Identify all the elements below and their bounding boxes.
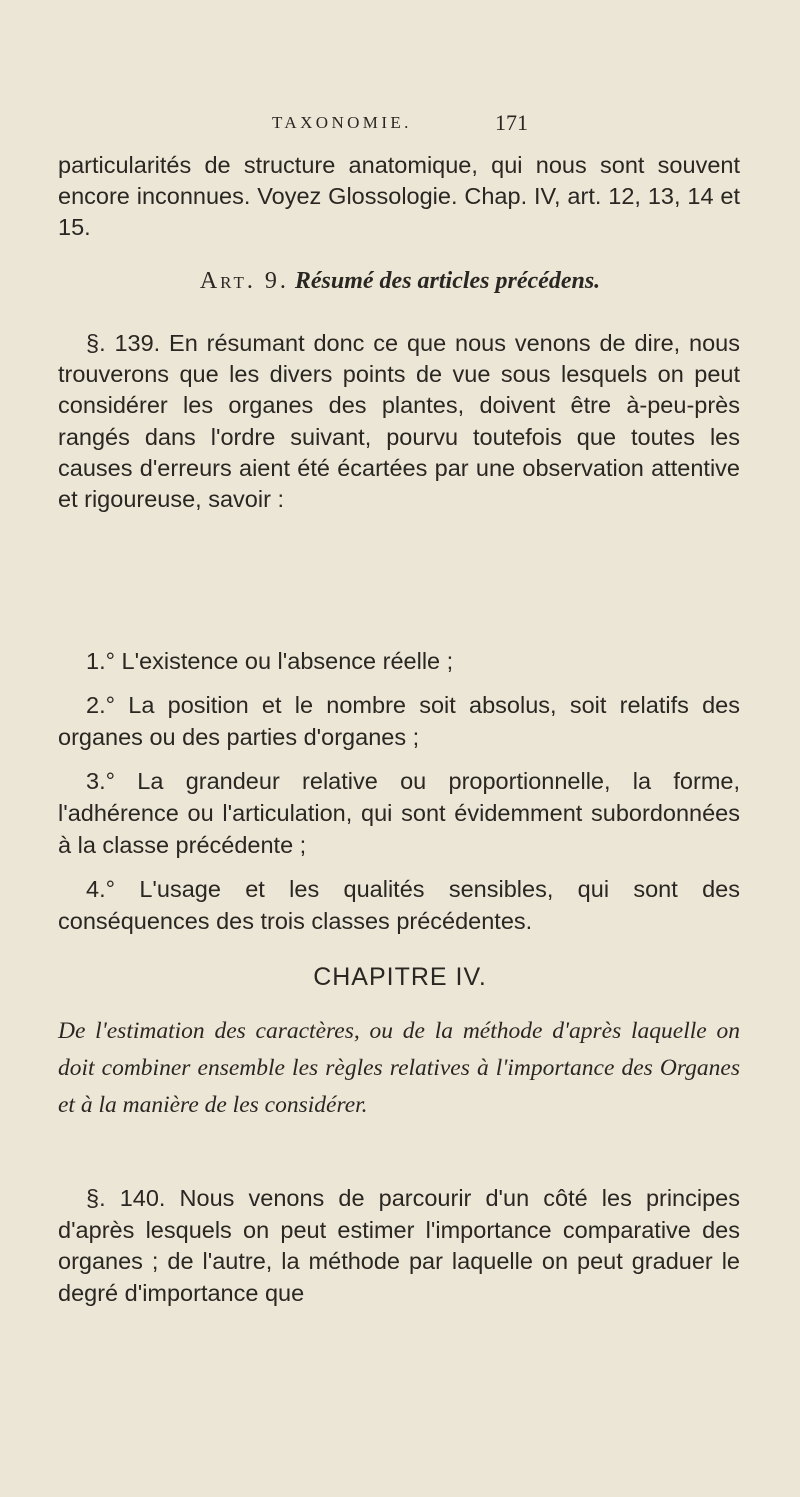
list-item: 1.° L'existence ou l'absence réelle ; — [86, 648, 454, 674]
article-label: Art. 9. — [199, 268, 289, 294]
top-paragraph: particularités de structure anatomique, qui nous sont souvent encore inconnues. Voyez Glossologie. Chap. IV, art. 12, 13, 14 et 15. — [58, 152, 740, 240]
article-title: Résumé des articles précédens. — [294, 268, 601, 294]
running-head — [0, 110, 800, 143]
section-140-paragraph: §. 140. Nous venons de parcourir d'un côté les principes d'après lesquels on peut estimer l'importance comparative des organes ; de l'autre, la méthode par laquelle on peut graduer le degré d'importance que — [58, 1185, 740, 1306]
chapter-subtitle: De l'estimation des caractères, ou de la méthode d'après laquelle on doit combiner ensemble les règles relatives à l'importance des Organes et à la manière de les considérer. — [58, 1018, 740, 1118]
running-head-title: TAXONOMIE. — [272, 113, 412, 132]
list-item: 2.° La position et le nombre soit absolus, soit relatifs des organes ou des parties d'organes ; — [58, 692, 740, 750]
top-paragraph-block — [58, 150, 740, 243]
list-item: 4.° L'usage et les qualités sensibles, qui sont des conséquences des trois classes précédentes. — [58, 876, 740, 934]
list-item: 3.° La grandeur relative ou proportionnelle, la forme, l'adhérence ou l'articulation, qui sont évidemment subordonnées à la classe précédente ; — [58, 768, 740, 858]
section-139-block — [58, 328, 740, 515]
chapter-title: CHAPITRE IV. — [313, 963, 487, 991]
criteria-list — [58, 645, 740, 937]
article-heading — [0, 268, 800, 295]
section-139-paragraph: §. 139. En résumant donc ce que nous venons de dire, nous trouverons que les divers points de vue sous lesquels on peut considérer les organes des plantes, doivent être à-peu-près rangés dans l'ordre suivant, pourvu toutefois que toutes les causes d'erreurs aient été écartées par une observation attentive et rigoureuse, savoir : — [58, 330, 740, 513]
section-140-block — [58, 1183, 740, 1309]
page-number: 171 — [495, 110, 528, 135]
